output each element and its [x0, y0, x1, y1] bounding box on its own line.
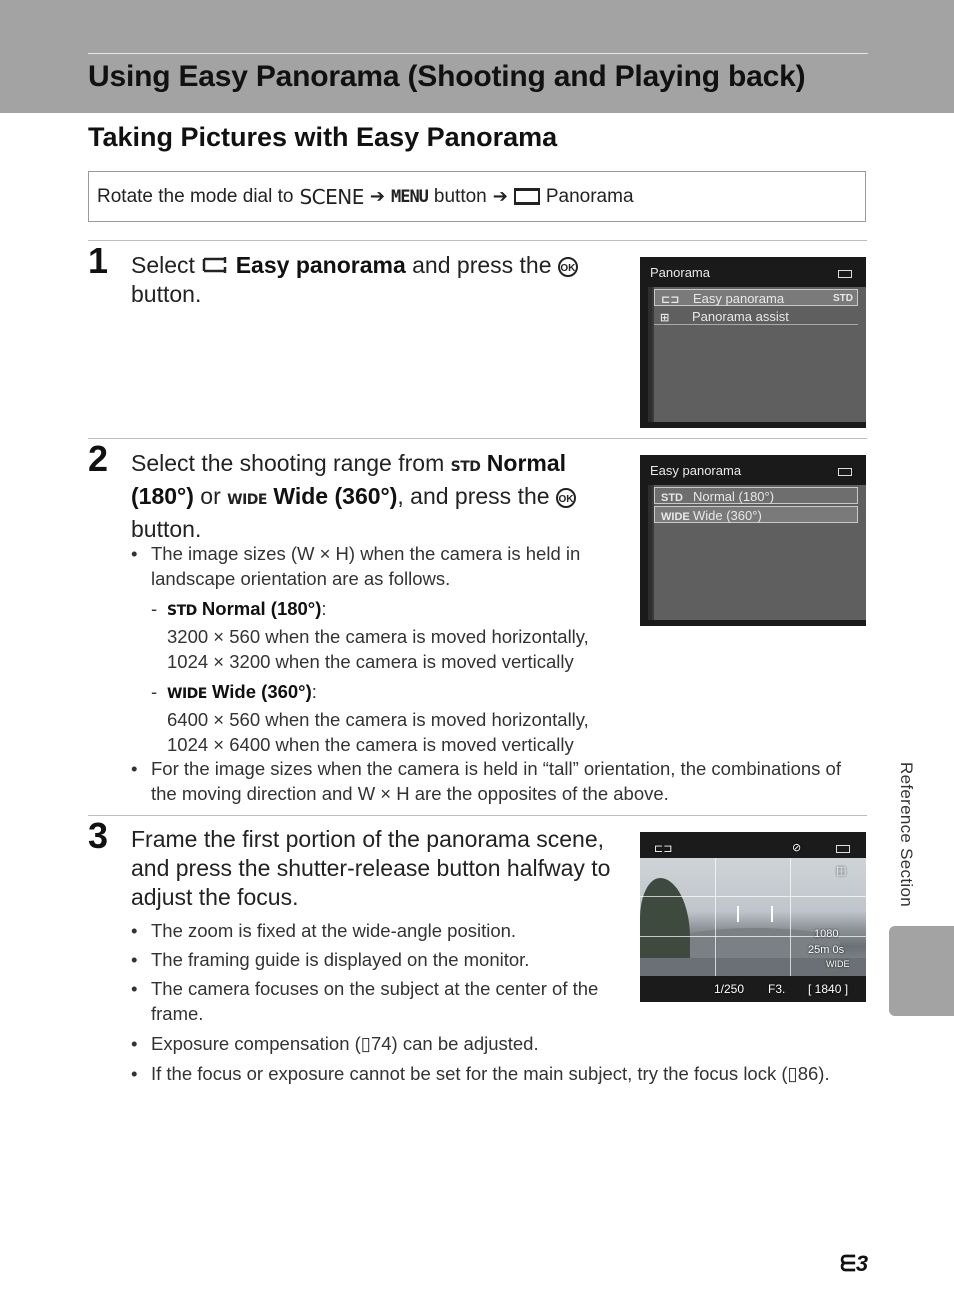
scene-mode-glyph: SCENE — [299, 184, 364, 209]
book-icon: ▯ — [787, 1063, 798, 1084]
menu-item-easy-panorama[interactable] — [654, 289, 858, 306]
section-title: Taking Pictures with Easy Panorama — [88, 122, 558, 152]
exposures-remaining: [ 1840 ] — [808, 982, 849, 996]
divider — [88, 815, 867, 816]
page-title: Using Easy Panorama (Shooting and Playing back) — [88, 60, 806, 93]
focus-text: If the focus or exposure cannot be set for the main subject, try the focus lock ( — [151, 1063, 788, 1084]
camera-menu-screen-easy-panorama — [640, 455, 866, 626]
easy-panorama-icon — [201, 255, 229, 275]
aperture: F3. — [768, 982, 786, 996]
list-item: • The camera focuses on the subject at the center of the frame. — [131, 976, 606, 1026]
list-item: • The zoom is fixed at the wide-angle position. — [131, 918, 606, 943]
movie-time: 25m 0s — [808, 944, 845, 956]
step-number: 2 — [88, 438, 109, 479]
list-item: - WIDE Wide (360°): 6400 × 560 when the camera is moved horizontally, 1024 × 6400 when the camera is moved vertically — [151, 681, 589, 755]
shutter-speed: 1/250 — [714, 982, 745, 996]
framing-guide-line — [790, 858, 791, 976]
step1-t3: button. — [131, 281, 202, 307]
menu-item-label: Wide (360°) — [693, 508, 762, 523]
framing-guide-line — [640, 896, 866, 897]
wide-size-1: 6400 × 560 when the camera is moved horizontally, — [167, 709, 589, 730]
mode-dial-instruction — [88, 171, 866, 222]
menu-panel — [652, 485, 866, 620]
wide-icon: WIDE — [167, 686, 207, 702]
normal-label: Normal (180°) — [201, 598, 322, 619]
wide-label: Wide (360°) — [211, 681, 312, 702]
wide-icon: WIDE — [227, 492, 267, 508]
normal-std-icon: STD — [450, 459, 481, 475]
arrow-icon: ➔ — [369, 186, 385, 206]
camera-menu-screen-panorama — [640, 257, 866, 428]
header-rule — [88, 53, 868, 54]
wide-icon: WIDE — [826, 959, 850, 969]
std-icon: STD — [833, 293, 853, 304]
battery-icon — [838, 468, 852, 476]
vibration-reduction-icon: ◫ — [836, 865, 847, 877]
panorama-assist-icon: ⊞ — [660, 312, 670, 324]
side-label: Reference Section — [897, 762, 916, 907]
menu-item-label: Panorama assist — [692, 309, 789, 324]
arrow-icon: ➔ — [492, 186, 508, 206]
side-tab — [889, 926, 954, 1016]
step-number: 1 — [88, 240, 109, 281]
battery-icon — [838, 270, 852, 278]
screen-title: Panorama — [650, 265, 710, 280]
panorama-icon — [514, 188, 540, 205]
easy-panorama-icon: ⊏⊐ — [661, 294, 680, 306]
step3-bullets-2 — [131, 1031, 871, 1086]
list-item: - STD Normal (180°): 3200 × 560 when the camera is moved horizontally, 1024 × 3200 when the camera is moved vertically — [151, 598, 589, 672]
reference-e-icon: ᗴ — [840, 1251, 856, 1276]
step2-bullets-2 — [131, 756, 866, 806]
menu-item-label: Easy panorama — [693, 291, 785, 306]
ok-button-icon: OK — [556, 488, 576, 508]
step1-bold: Easy panorama — [235, 252, 406, 278]
nav-button-word: button — [433, 185, 487, 207]
normal-size-2: 1024 × 3200 when the camera is moved vertically — [167, 651, 574, 672]
focus-area — [737, 906, 773, 922]
divider — [88, 438, 867, 439]
exposure-ref: 74) can be adjusted. — [370, 1033, 539, 1054]
nav-panorama: Panorama — [545, 185, 634, 207]
camera-monitor-screen — [640, 832, 866, 1002]
step2-text — [131, 449, 611, 544]
movie-size-icon: 1080 — [814, 928, 839, 940]
flash-off-icon: ⊘ — [792, 842, 802, 854]
step3-text: Frame the first portion of the panorama scene, and press the shutter-release button halfway to adjust the focus. — [131, 826, 611, 910]
step2-t1: Select the shooting range from — [131, 450, 445, 476]
page-number — [840, 1251, 868, 1277]
step-number: 3 — [88, 815, 109, 856]
exposure-text: Exposure compensation ( — [151, 1033, 361, 1054]
step2-normal: Normal (180°) — [131, 450, 567, 509]
camera-top-bar — [640, 832, 866, 858]
menu-button-glyph: MENU — [390, 186, 428, 207]
std-icon: STD — [661, 492, 683, 504]
step2-t2: , and press the — [397, 483, 550, 509]
menu-item-panorama-assist[interactable] — [654, 308, 858, 325]
list-item — [131, 1031, 871, 1056]
menu-panel — [652, 287, 866, 422]
header-band — [0, 0, 954, 113]
step3-bullets — [131, 918, 606, 1026]
step1-t2: and press the — [412, 252, 552, 278]
list-item — [131, 1061, 871, 1086]
framing-guide-line — [715, 858, 716, 976]
step2-or: or — [200, 483, 221, 509]
list-item: • The framing guide is displayed on the monitor. — [131, 947, 606, 972]
wide-icon: WIDE — [661, 511, 690, 523]
menu-item-wide[interactable] — [654, 506, 858, 523]
step1-text — [131, 251, 601, 309]
divider — [88, 240, 867, 241]
wide-size-2: 1024 × 6400 when the camera is moved vertically — [167, 734, 574, 755]
list-item: • For the image sizes when the camera is held in “tall” orientation, the combinations of the moving direction and W × H are the opposites of the above. — [131, 756, 866, 806]
easy-panorama-icon: ⊏⊐ — [654, 843, 673, 855]
focus-ref: 86). — [797, 1063, 830, 1084]
battery-icon — [836, 845, 850, 853]
normal-std-icon: STD — [167, 603, 197, 619]
screen-title: Easy panorama — [650, 463, 742, 478]
list-item: • The image sizes (W × H) when the camera is held in landscape orientation are as follows. — [131, 541, 601, 591]
camera-bottom-bar — [640, 976, 866, 1002]
book-icon: ▯ — [360, 1033, 371, 1054]
step1-t1: Select — [131, 252, 195, 278]
ok-button-icon: OK — [558, 257, 578, 277]
normal-size-1: 3200 × 560 when the camera is moved horizontally, — [167, 626, 589, 647]
step2-t3: button. — [131, 516, 202, 542]
menu-item-label: Normal (180°) — [693, 489, 775, 504]
step2-bullets — [131, 541, 601, 757]
nav-prefix: Rotate the mode dial to — [97, 185, 294, 207]
step2-wide: Wide (360°) — [273, 483, 398, 509]
page-number-value: 3 — [855, 1251, 869, 1276]
menu-item-normal[interactable] — [654, 487, 858, 504]
